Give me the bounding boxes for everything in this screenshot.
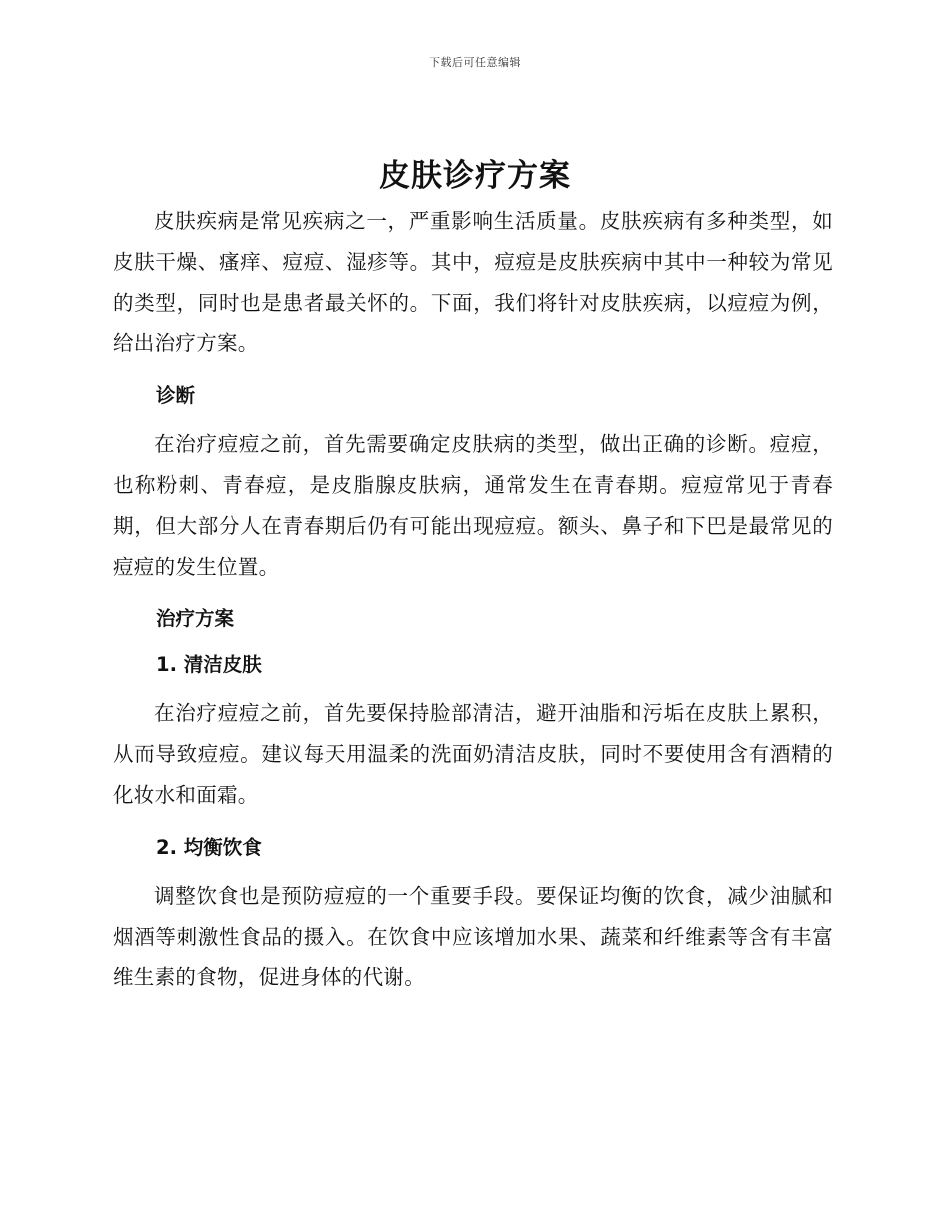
header-note: 下载后可任意编辑: [429, 56, 521, 69]
document-body: [113, 201, 833, 998]
section-heading-treatment: 治疗方案: [156, 607, 235, 631]
diet-paragraph: 调整饮食也是预防痘痘的一个重要手段。要保证均衡的饮食，减少油腻和烟酒等刺激性食品的摄入。在饮食中应该增加水果、蔬菜和纤维素等含有丰富维生素的食物，促进身体的代谢。: [113, 883, 833, 990]
cleansing-paragraph: 在治疗痘痘之前，首先要保持脸部清洁，避开油脂和污垢在皮肤上累积，从而导致痘痘。建议每天用温柔的洗面奶清洁皮肤，同时不要使用含有酒精的化妆水和面霜。: [113, 701, 833, 807]
subsection-heading-cleansing: 1. 清洁皮肤: [156, 653, 262, 677]
intro-paragraph: 皮肤疾病是常见疾病之一，严重影响生活质量。皮肤疾病有多种类型，如皮肤干燥、瘙痒、痘痘、湿疹等。其中，痘痘是皮肤疾病中其中一种较为常见的类型，同时也是患者最关怀的。下面，我们将针对皮肤疾病，以痘痘为例，给出治疗方案。: [113, 209, 833, 356]
document-title: 皮肤诊疗方案: [379, 158, 571, 194]
diagnosis-paragraph: 在治疗痘痘之前，首先需要确定皮肤病的类型，做出正确的诊断。痘痘，也称粉刺、青春痘，是皮脂腺皮肤病，通常发生在青春期。痘痘常见于青春期，但大部分人在青春期后仍有可能出现痘痘。额头、鼻子和下巴是最常见的痘痘的发生位置。: [113, 432, 833, 579]
section-heading-diagnosis: 诊断: [156, 384, 196, 408]
subsection-heading-diet: 2. 均衡饮食: [156, 835, 262, 859]
